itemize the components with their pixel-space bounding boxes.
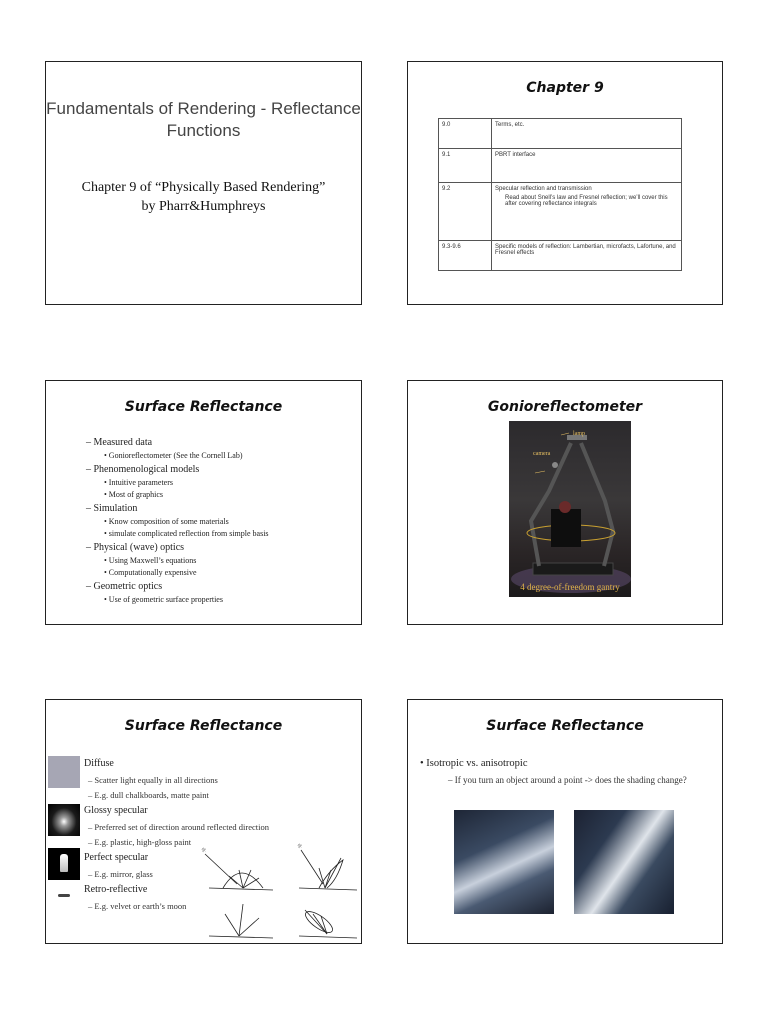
list-item: • simulate complicated reflection from simple basis: [104, 529, 269, 538]
section-number: 9.3-9.6: [439, 241, 492, 271]
diffuse-desc-2: – E.g. dull chalkboards, matte paint: [88, 790, 209, 800]
anisotropic-sample-image: [574, 810, 674, 914]
svg-text:☼: ☼: [297, 843, 303, 850]
perfect-swatch: [48, 848, 80, 880]
section-number: 9.0: [439, 119, 492, 149]
slide-subtitle: [46, 178, 361, 216]
section-number: 9.1: [439, 149, 492, 183]
section-desc: Specific models of reflection: Lambertian, microfacts, Lafortune, and Fresnel effects: [492, 241, 682, 271]
svg-text:☼: ☼: [201, 847, 207, 854]
subtitle-line-2: by Pharr&Humphreys: [141, 199, 266, 214]
retro-swatch: [58, 894, 70, 897]
gantry-illustration: [509, 421, 631, 597]
bullet-isotropic: • Isotropic vs. anisotropic: [420, 758, 528, 769]
list-item: – Physical (wave) optics: [86, 542, 185, 553]
camera-label: camera: [533, 451, 551, 457]
table-row: [439, 149, 682, 183]
list-item: – Simulation: [86, 503, 138, 514]
isotropic-sample-image: [454, 810, 554, 914]
section-number: 9.2: [439, 183, 492, 241]
slide-chapter-9: [407, 61, 723, 305]
reflection-lobe-sketches: [201, 840, 361, 940]
section-desc-note: Read about Snell’s law and Fresnel reflection; we’ll cover this after covering reflectance integrals: [505, 195, 668, 207]
glossy-swatch: [48, 804, 80, 836]
chapter-table: [438, 118, 682, 271]
slide-title: Surface Reflectance: [124, 718, 283, 734]
lamp-label: lamp: [573, 431, 585, 437]
list-item: • Know composition of some materials: [104, 517, 229, 526]
list-item: • Gonioreflectometer (See the Cornell Lab): [104, 451, 243, 460]
subtitle-line-1: Chapter 9 of “Physically Based Rendering”: [81, 180, 326, 195]
section-desc: [492, 183, 682, 241]
slide-isotropic-anisotropic: [407, 699, 723, 944]
diffuse-desc-1: – Scatter light equally in all directions: [88, 775, 218, 785]
glossy-desc-2: – E.g. plastic, high-gloss paint: [88, 837, 192, 847]
section-desc: PBRT interface: [492, 149, 682, 183]
list-item: – Phenomenological models: [86, 464, 200, 475]
list-item: • Intuitive parameters: [104, 478, 173, 487]
gantry-photo: [509, 421, 631, 597]
list-item: • Most of graphics: [104, 490, 164, 499]
sub-question: – If you turn an object around a point -> does the shading change?: [448, 775, 687, 785]
slide-title: Fundamentals of Rendering - Reflectance Functions: [46, 99, 361, 140]
slide-surface-reflectance-types: [45, 699, 362, 944]
list-item: – Measured data: [86, 437, 153, 448]
diffuse-label: Diffuse: [84, 758, 114, 769]
section-desc-line: Specular reflection and transmission: [495, 186, 592, 192]
photo-caption: 4 degree-of-freedom gantry: [520, 582, 620, 592]
diffuse-swatch: [48, 756, 80, 788]
perfect-label: Perfect specular: [84, 852, 149, 863]
retro-label: Retro-reflective: [84, 884, 148, 895]
outline-list: [86, 435, 269, 606]
table-row: [439, 241, 682, 271]
table-row: [439, 119, 682, 149]
slide-title: Gonioreflectometer: [487, 399, 643, 415]
slide-title-page: [45, 61, 362, 305]
slide-title: Surface Reflectance: [124, 399, 283, 415]
section-desc: Terms, etc.: [492, 119, 682, 149]
table-row: [439, 183, 682, 241]
slide-gonioreflectometer: [407, 380, 723, 625]
list-item: • Using Maxwell’s equations: [104, 556, 197, 565]
list-item: • Computationally expensive: [104, 568, 197, 577]
slide-title: Surface Reflectance: [486, 718, 644, 734]
slide-title: Chapter 9: [526, 80, 604, 96]
list-item: – Geometric optics: [86, 581, 163, 592]
glossy-desc-1: – Preferred set of direction around reflected direction: [88, 822, 270, 832]
list-item: • Use of geometric surface properties: [104, 595, 223, 604]
slide-surface-reflectance-overview: [45, 380, 362, 625]
perfect-desc-1: – E.g. mirror, glass: [88, 869, 153, 879]
glossy-label: Glossy specular: [84, 805, 148, 816]
retro-desc-1: – E.g. velvet or earth’s moon: [88, 901, 187, 911]
